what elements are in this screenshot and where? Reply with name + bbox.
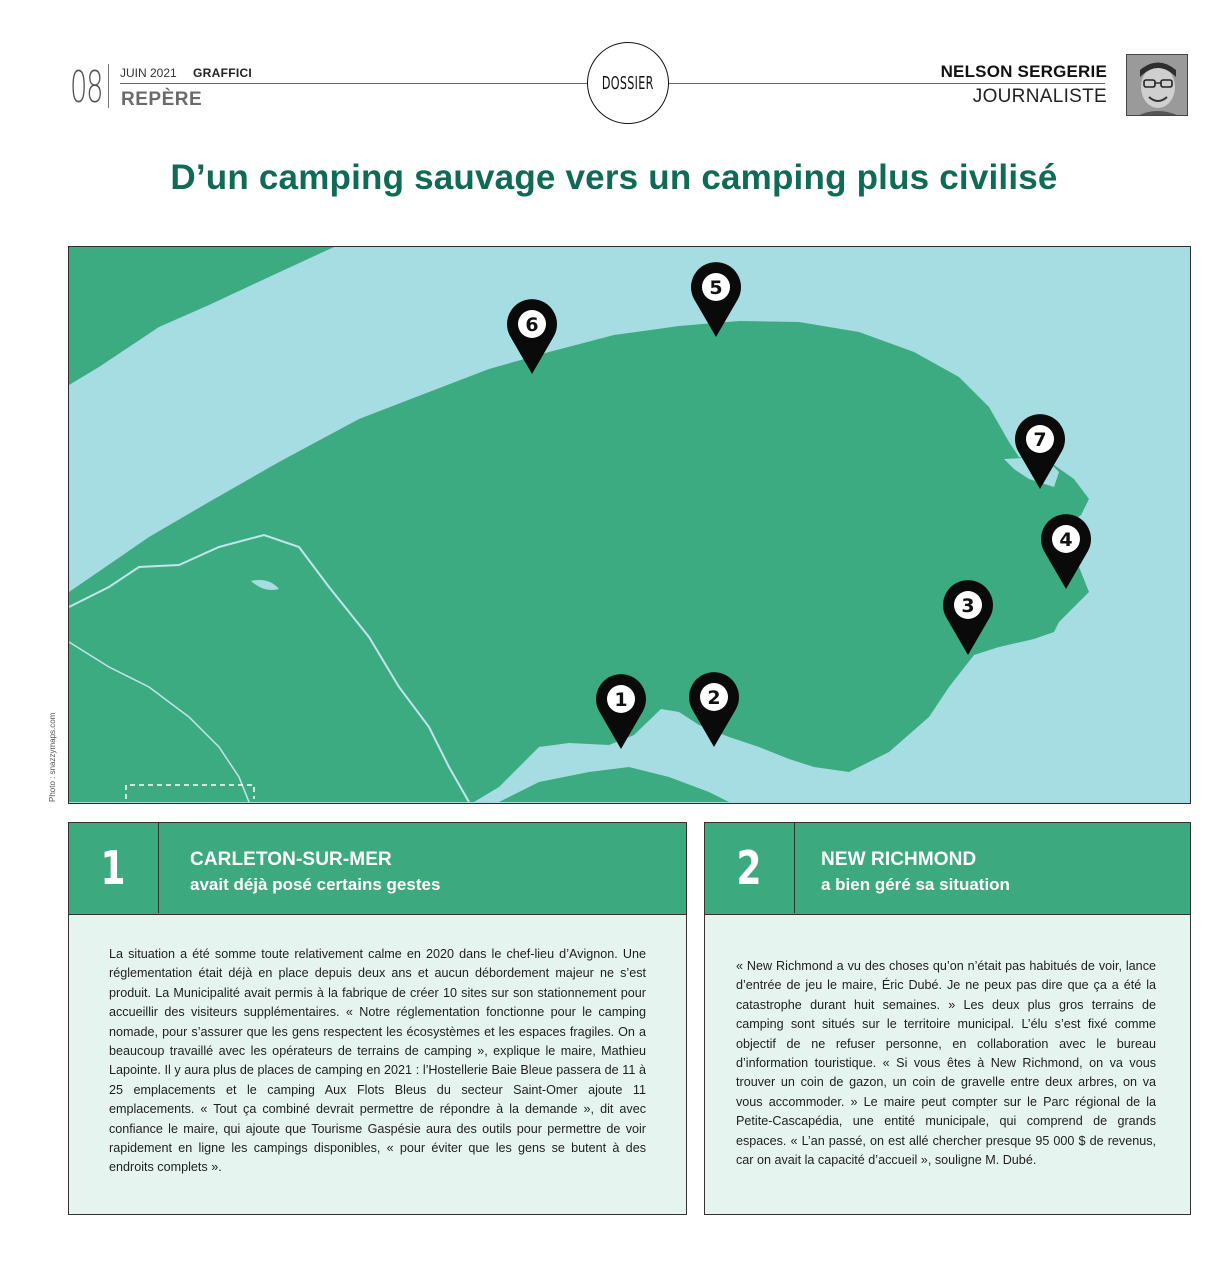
map-pin-label: 6 (525, 314, 539, 336)
map-pin-label: 5 (709, 277, 723, 299)
info-box-body: « New Richmond a vu des choses qu’on n’était pas habitués de voir, lance d’entrée de jeu le maire, Éric Dubé. Je ne peux pas dire que ça a été la catastrophe durant huit semaines. » Les deux plus gros terrains de camping sont situés sur le territoire municipal. L’élu s’est fixé comme objectif de ne refuser personne, en collaboration avec le bureau d’information touristique. « Si vous êtes à New Richmond, on va vous trouver un coin de gazon, un coin de gravelle entre deux arbres, on va vous accommoder. » Le maire peut compter sur le Parc régional de la Petite-Cascapédia, une entité municipale, qui comprend de grands espaces. « L’an passé, on est allé chercher presque 95 000 $ de revenus, car on avait la capacité d’accueil », souligne M. Dubé. (736, 959, 1156, 1168)
section-label: REPÈRE (121, 89, 203, 110)
info-box-subtitle: avait déjà posé certains gestes (190, 875, 441, 894)
map-pin-label: 3 (961, 595, 975, 617)
issue-date: JUIN 2021 (120, 66, 177, 80)
dossier-badge-label: DOSSIER (602, 72, 654, 94)
info-box-new-richmond (704, 822, 1191, 1215)
map-canvas (69, 247, 1189, 802)
map-pin-label: 7 (1033, 429, 1047, 451)
publication-name: GRAFFICI (193, 66, 253, 80)
info-box-subtitle: a bien géré sa situation (821, 875, 1010, 894)
info-box-title: NEW RICHMOND (821, 849, 977, 870)
info-box-title: CARLETON-SUR-MER (190, 849, 392, 870)
info-box-number: 2 (705, 823, 795, 913)
dossier-badge (587, 42, 669, 124)
info-box-header (69, 823, 686, 915)
photo-credit: Photo : snazzymaps.com (48, 712, 57, 802)
author-portrait-icon (1127, 55, 1188, 116)
info-box-carleton (68, 822, 687, 1215)
info-box-body: La situation a été somme toute relativement calme en 2020 dans le chef-lieu d’Avignon. Une réglementation était déjà en place depuis deux ans et aucun débordement majeur ne s’est produit. La Municipalité avait permis à la fabrique de créer 10 sites sur son stationnement pour accueillir des visiteurs supplémentaires. « Notre réglementation fonctionne pour le camping nomade, pour s’assurer que les gens respectent les écosystèmes et les espaces fragiles. On a beaucoup travaillé avec les opérateurs de terrains de camping », explique le maire, Mathieu Lapointe. Il y aura plus de places de camping en 2021 : l’Hostellerie Baie Bleue passera de 11 à 25 emplacements et le camping Aux Flots Bleus du secteur Saint-Omer ajoute 11 emplacements. « Tout ça combiné devrait permettre de répondre à la demande », dit avec confiance le maire, qui ajoute que Tourisme Gaspésie aura des outils pour permettre de voir rapidement en ligne les campings disponibles, « pour éviter que les gens se butent à des endroits complets ». (109, 947, 646, 1175)
page-number-divider (108, 64, 109, 108)
map-pin-label: 1 (614, 689, 628, 711)
page-number: 08 (70, 62, 103, 113)
author-role: JOURNALISTE (972, 86, 1107, 107)
info-box-number: 1 (69, 823, 159, 913)
gaspesie-map (68, 246, 1191, 804)
article-title: D’un camping sauvage vers un camping plus civilisé (170, 158, 1058, 197)
author-name: NELSON SERGERIE (940, 62, 1107, 81)
map-pin-label: 4 (1059, 529, 1073, 551)
author-avatar (1126, 54, 1188, 116)
info-box-header (705, 823, 1190, 915)
map-pin-label: 2 (707, 687, 721, 709)
